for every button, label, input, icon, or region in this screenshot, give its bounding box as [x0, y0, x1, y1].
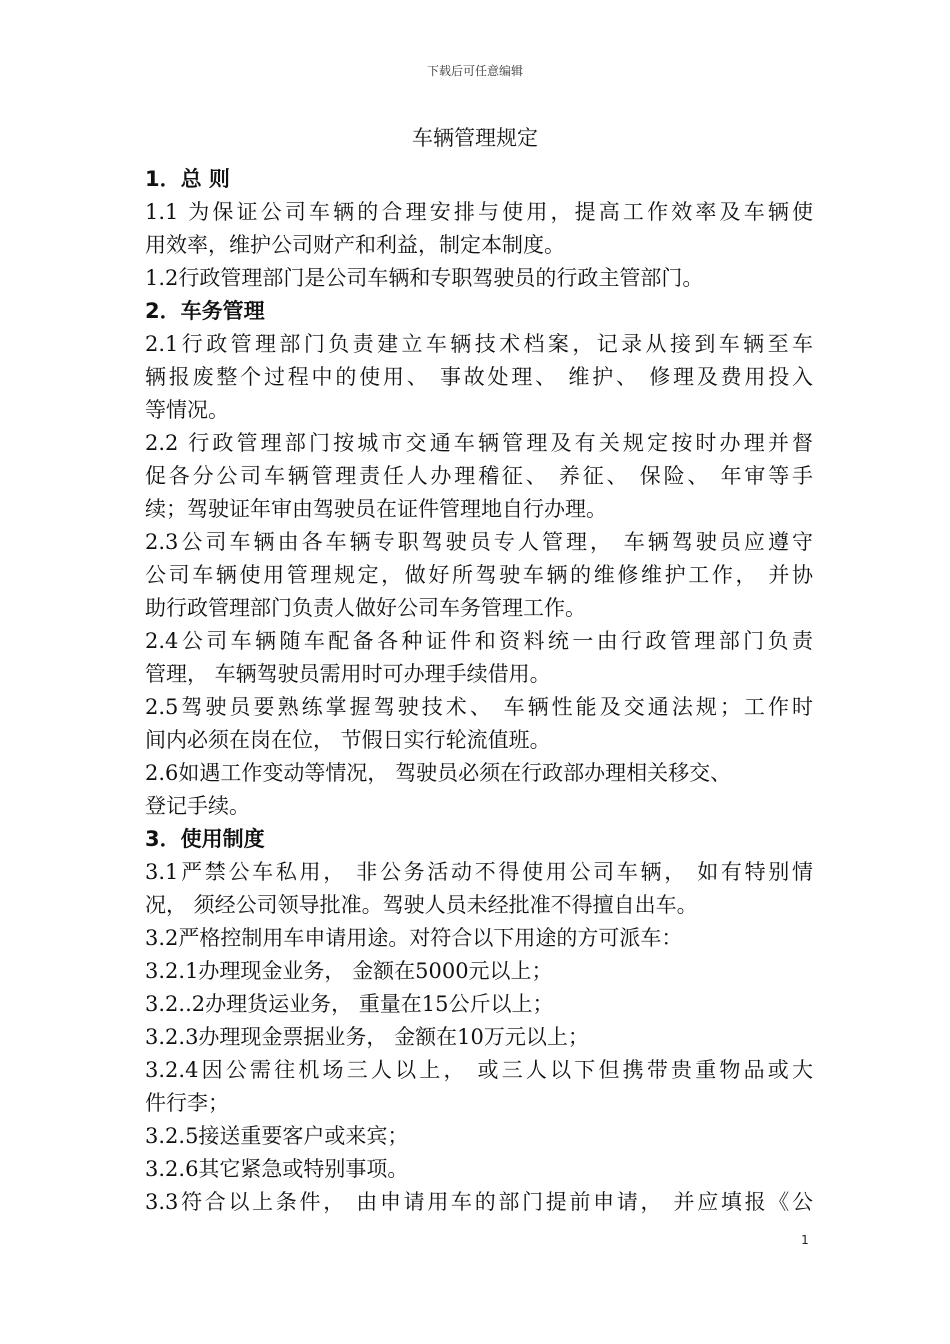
section-heading: 2．车务管理 [145, 299, 265, 323]
text-line: 3.2..2办理货运业务， 重量在15公斤以上； [145, 992, 554, 1016]
text-line: 2.4公司车辆随车配备各种证件和资料统一由行政管理部门负责 [145, 629, 813, 653]
text-line: 1.2行政管理部门是公司车辆和专职驾驶员的行政主管部门。 [145, 266, 704, 290]
section-heading: 1．总 则 [145, 167, 230, 191]
text-line: 2.6如遇工作变动等情况， 驾驶员必须在行政部办理相关移交、 [145, 761, 732, 785]
text-line: 2.1行政管理部门负责建立车辆技术档案，记录从接到车辆至车 [145, 332, 813, 356]
text-line: 辆报废整个过程中的使用、 事故处理、 维护、 修理及费用投入 [145, 365, 813, 389]
text-line: 用效率，维护公司财产和利益，制定本制度。 [145, 233, 565, 257]
text-line: 3.2严格控制用车申请用途。对符合以下用途的方可派车： [145, 926, 683, 950]
section-heading: 3．使用制度 [145, 827, 265, 851]
document-title: 车辆管理规定 [412, 126, 538, 150]
text-line: 等情况。 [145, 398, 229, 422]
document-body [145, 163, 813, 1219]
text-line: 3.2.5接送重要客户或来宾； [145, 1124, 409, 1148]
text-line: 3.2.1办理现金业务， 金额在5000元以上； [145, 959, 553, 983]
text-line: 2.3公司车辆由各车辆专职驾驶员专人管理， 车辆驾驶员应遵守 [145, 530, 813, 554]
text-line: 管理， 车辆驾驶员需用时可办理手续借用。 [145, 662, 551, 686]
text-line: 2.5驾驶员要熟练掌握驾驶技术、 车辆性能及交通法规；工作时 [145, 695, 813, 719]
text-line: 续；驾驶证年审由驾驶员在证件管理地自行办理。 [145, 497, 607, 521]
text-line: 3.2.3办理现金票据业务， 金额在10万元以上； [145, 1025, 589, 1049]
text-line: 3.3符合以上条件， 由申请用车的部门提前申请， 并应填报《公 [145, 1190, 813, 1214]
text-line: 助行政管理部门负责人做好公司车务管理工作。 [145, 596, 586, 620]
text-line: 件行李； [145, 1091, 229, 1115]
text-line: 间内必须在岗在位， 节假日实行轮流值班。 [145, 728, 551, 752]
page-number: 1 [801, 1233, 809, 1247]
text-line: 促各分公司车辆管理责任人办理稽征、 养征、 保险、 年审等手 [145, 464, 813, 488]
text-line: 况， 须经公司领导批准。驾驶人员未经批准不得擅自出车。 [145, 893, 698, 917]
text-line: 1.1 为保证公司车辆的合理安排与使用，提高工作效率及车辆使 [145, 200, 813, 224]
text-line: 3.2.4因公需往机场三人以上， 或三人以下但携带贵重物品或大 [145, 1058, 813, 1082]
text-line: 3.1严禁公车私用， 非公务活动不得使用公司车辆， 如有特别情 [145, 860, 813, 884]
text-line: 3.2.6其它紧急或特别事项。 [145, 1157, 409, 1181]
text-line: 2.2 行政管理部门按城市交通车辆管理及有关规定按时办理并督 [145, 431, 813, 455]
text-line: 公司车辆使用管理规定，做好所驾驶车辆的维修维护工作， 并协 [145, 563, 813, 587]
text-line: 登记手续。 [145, 794, 250, 818]
header-note: 下载后可任意编辑 [426, 64, 523, 78]
